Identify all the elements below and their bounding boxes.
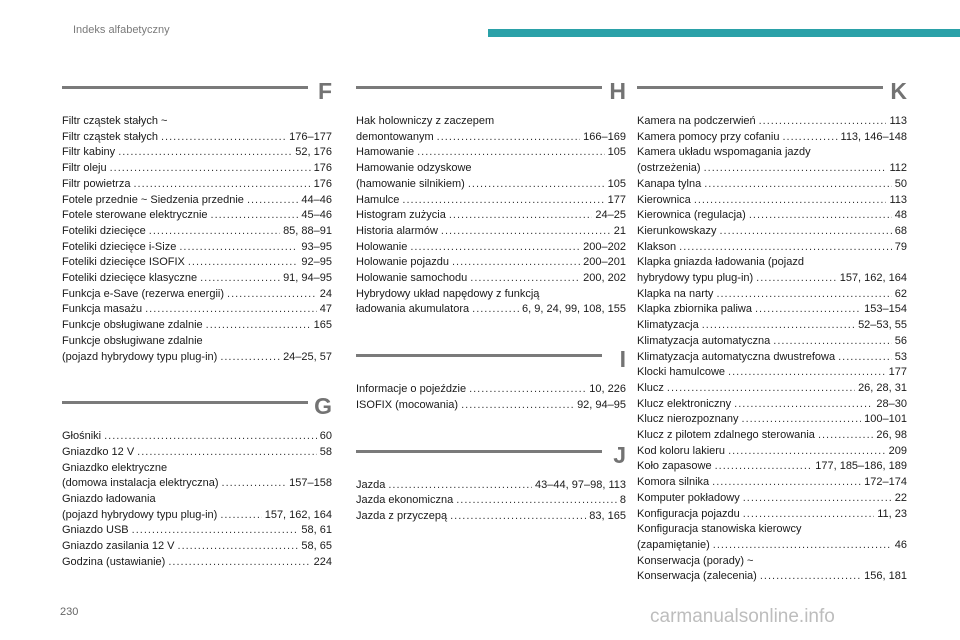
entry-label: Hamowanie	[356, 146, 415, 159]
index-section	[62, 80, 332, 365]
entry-leader-dots	[760, 569, 861, 585]
entry-pages: 8	[619, 494, 626, 507]
header-accent-bar	[488, 29, 960, 37]
entry-label: Foteliki dziecięce ISOFIX	[62, 256, 185, 269]
entry-label: Filtr powietrza	[62, 177, 131, 190]
entry-label: Klucz z pilotem zdalnego sterowania	[637, 429, 815, 442]
section-letter: I	[619, 346, 626, 373]
entry-label: Foteliki dziecięce i-Size	[62, 240, 177, 253]
index-entry	[637, 538, 907, 554]
entry-pages: 85, 88–91	[283, 224, 332, 237]
entry-leader-dots	[782, 130, 837, 146]
index-entry	[62, 177, 332, 193]
entry-leader-dots	[713, 538, 892, 554]
entry-label: Histogram zużycia	[356, 209, 446, 222]
entry-leader-dots	[468, 177, 605, 193]
entry-label: Historia alarmów	[356, 224, 438, 237]
index-entry-line: Hak holowniczy z zaczepem	[356, 115, 495, 127]
index-entry	[637, 412, 907, 428]
entry-pages: 46	[894, 538, 907, 551]
entry-pages: 60	[319, 430, 332, 443]
entry-leader-dots	[118, 145, 292, 161]
entry-label: Klimatyzacja automatyczna	[637, 334, 771, 347]
entry-label: Komora silnika	[637, 476, 710, 489]
index-entry-line: Hybrydowy układ napędowy z funkcją	[356, 287, 540, 300]
entry-pages: 43–44, 97–98, 113	[535, 478, 626, 491]
entry-leader-dots	[200, 271, 280, 287]
entry-leader-dots	[756, 271, 837, 287]
entry-pages: 200, 202	[583, 272, 626, 285]
entry-label: Fotele sterowane elektrycznie	[62, 209, 208, 222]
entry-leader-dots	[410, 240, 580, 256]
entry-label: Koło zapasowe	[637, 460, 712, 473]
entry-pages: 79	[894, 240, 907, 253]
index-entry-line: Hamowanie odzyskowe	[356, 162, 472, 175]
entry-pages: 58	[319, 445, 332, 458]
entry-leader-dots	[743, 507, 874, 523]
entry-pages: 157, 162, 164	[264, 508, 332, 521]
entry-leader-dots	[470, 271, 580, 287]
entry-label: Kamera pomocy przy cofaniu	[637, 130, 780, 143]
entry-pages: 209	[888, 444, 907, 457]
page-number: 230	[60, 606, 79, 618]
index-entry	[637, 193, 907, 209]
index-entry	[356, 193, 626, 209]
entry-pages: 172–174	[864, 476, 907, 489]
entry-label: Jazda ekonomiczna	[356, 494, 454, 507]
entry-pages: 24–25, 57	[283, 350, 332, 363]
entry-label: Klapka zbiornika paliwa	[637, 303, 752, 316]
index-section	[356, 80, 626, 318]
section-header	[62, 80, 332, 104]
entry-leader-dots	[728, 365, 886, 381]
entry-leader-dots	[227, 287, 317, 303]
entry-pages: 113, 146–148	[840, 130, 907, 143]
entry-leader-dots	[759, 114, 887, 130]
index-entry	[356, 145, 626, 161]
entry-leader-dots	[179, 240, 298, 256]
index-entry	[637, 302, 907, 318]
index-entry	[637, 459, 907, 475]
entry-leader-dots	[742, 412, 862, 428]
section-rule	[356, 450, 602, 453]
entry-leader-dots	[734, 397, 873, 413]
entry-leader-dots	[728, 444, 886, 460]
section-rule	[62, 86, 308, 89]
entry-pages: 62	[894, 287, 907, 300]
entry-label: Konfiguracja pojazdu	[637, 507, 740, 520]
entry-pages: 53	[894, 350, 907, 363]
index-entry	[637, 240, 907, 256]
section-header	[637, 80, 907, 104]
entry-label: Fotele przednie ~ Siedzenia przednie	[62, 193, 244, 206]
entry-leader-dots	[133, 177, 310, 193]
entry-label: Kierownica (regulacja)	[637, 209, 746, 222]
entry-pages: 156, 181	[864, 570, 907, 583]
entry-leader-dots	[220, 350, 280, 366]
entry-label: Holowanie samochodu	[356, 272, 468, 285]
entry-leader-dots	[178, 539, 299, 555]
index-entry	[62, 130, 332, 146]
section-letter: G	[314, 393, 332, 420]
entry-label: Informacje o pojeździe	[356, 383, 467, 396]
index-entry	[637, 350, 907, 366]
section-letter: J	[613, 441, 626, 468]
entry-label: Komputer pokładowy	[637, 491, 740, 504]
entry-label: Kierunkowskazy	[637, 224, 717, 237]
index-section	[356, 441, 626, 525]
index-entry	[637, 507, 907, 523]
entry-leader-dots	[712, 475, 861, 491]
entry-leader-dots	[110, 161, 311, 177]
section-header	[356, 441, 626, 468]
entry-pages: 58, 65	[301, 540, 332, 553]
entry-pages: 21	[613, 224, 626, 237]
index-entry-line: Filtr cząstek stałych ~	[62, 115, 168, 127]
entry-leader-dots	[472, 302, 519, 318]
entry-label: Gniazdo zasilania 12 V	[62, 540, 175, 553]
section-rule	[637, 86, 883, 89]
entry-label: Klocki hamulcowe	[637, 366, 726, 379]
entry-label: Klucz elektroniczny	[637, 397, 732, 410]
index-entry	[637, 334, 907, 350]
entry-label: Klucz	[637, 381, 664, 394]
index-entry-line: Gniazdo ładowania	[62, 493, 156, 506]
entry-leader-dots	[450, 509, 586, 525]
section-header	[62, 395, 332, 419]
entry-leader-dots	[161, 130, 286, 146]
entry-label: ISOFIX (mocowania)	[356, 398, 459, 411]
entry-leader-dots	[755, 302, 861, 318]
entry-pages: 92–95	[301, 256, 332, 269]
entry-pages: 6, 9, 24, 99, 108, 155	[522, 303, 626, 316]
index-entry	[637, 569, 907, 585]
entry-label: Kamera na podczerwień	[637, 115, 756, 127]
entry-leader-dots	[715, 459, 813, 475]
entry-leader-dots	[719, 224, 891, 240]
index-section	[356, 348, 626, 413]
entry-pages: 100–101	[864, 413, 907, 426]
entry-label: Funkcja e-Save (rezerwa energii)	[62, 287, 225, 300]
entry-pages: 93–95	[301, 240, 332, 253]
entry-label: Funkcje obsługiwane zdalnie	[62, 319, 203, 332]
section-header	[356, 80, 626, 104]
entry-leader-dots	[168, 555, 310, 571]
entry-leader-dots	[145, 302, 317, 318]
index-entry	[637, 130, 907, 146]
entry-label: Kod koloru lakieru	[637, 444, 726, 457]
index-entry	[637, 224, 907, 240]
entry-leader-dots	[104, 429, 317, 445]
entry-label: Gniazdko 12 V	[62, 445, 135, 458]
index-entry	[637, 491, 907, 507]
index-entry	[356, 224, 626, 240]
entry-label: Gniazdo USB	[62, 524, 129, 537]
entry-leader-dots	[838, 350, 892, 366]
entry-label: demontowanym	[356, 130, 434, 143]
index-entry	[356, 130, 626, 146]
entry-leader-dots	[667, 381, 855, 397]
index-entry	[356, 478, 626, 494]
entry-pages: 52, 176	[295, 146, 332, 159]
entry-pages: 177	[888, 366, 907, 379]
entry-label: Funkcja masażu	[62, 303, 143, 316]
entry-label: Holowanie pojazdu	[356, 256, 449, 269]
index-entry	[637, 428, 907, 444]
section-rule	[356, 354, 602, 357]
entry-label: Holowanie	[356, 240, 408, 253]
entry-label: Kierownica	[637, 193, 691, 206]
entry-pages: 176–177	[289, 130, 332, 143]
entry-pages: 22	[894, 491, 907, 504]
index-entry	[62, 508, 332, 524]
entry-pages: 112	[889, 162, 907, 175]
index-entry	[62, 429, 332, 445]
index-entry	[637, 177, 907, 193]
index-entry	[62, 145, 332, 161]
index-entry	[356, 208, 626, 224]
section-letter: F	[317, 78, 332, 104]
entry-label: (hamowanie silnikiem)	[356, 177, 465, 190]
entry-leader-dots	[149, 224, 280, 240]
index-entry	[62, 523, 332, 539]
index-entry	[637, 318, 907, 334]
index-entry	[356, 271, 626, 287]
index-entry	[356, 240, 626, 256]
entry-pages: 157–158	[289, 477, 332, 490]
entry-leader-dots	[743, 491, 892, 507]
index-entry	[356, 509, 626, 525]
entry-label: Jazda	[356, 478, 386, 491]
index-entry	[62, 255, 332, 271]
entry-label: Głośniki	[62, 430, 102, 443]
entry-pages: 26, 28, 31	[858, 381, 907, 394]
entry-label: Klakson	[637, 240, 677, 253]
index-entry	[356, 177, 626, 193]
entry-label: Klucz nierozpoznany	[637, 413, 739, 426]
entry-leader-dots	[132, 523, 299, 539]
entry-pages: 11, 23	[877, 507, 907, 520]
entry-label: hybrydowy typu plug-in)	[637, 272, 754, 285]
entry-label: (zapamiętanie)	[637, 538, 710, 551]
entry-leader-dots	[694, 193, 887, 209]
entry-pages: 47	[319, 303, 332, 316]
entry-leader-dots	[417, 145, 605, 161]
entry-pages: 50	[894, 177, 907, 190]
entry-leader-dots	[679, 240, 892, 256]
entry-pages: 200–201	[583, 256, 626, 269]
index-entry	[637, 444, 907, 460]
entry-leader-dots	[206, 318, 311, 334]
entry-leader-dots	[449, 208, 593, 224]
entry-leader-dots	[211, 208, 299, 224]
entry-pages: 68	[894, 224, 907, 237]
entry-label: Godzina (ustawianie)	[62, 555, 166, 568]
header-title: Indeks alfabetyczny	[73, 24, 170, 36]
index-entry	[356, 382, 626, 398]
entry-pages: 105	[607, 177, 626, 190]
entry-leader-dots	[188, 255, 299, 271]
index-entry	[62, 208, 332, 224]
watermark: carmanualsonline.info	[650, 606, 835, 627]
entry-leader-dots	[441, 224, 611, 240]
entry-leader-dots	[222, 476, 287, 492]
entry-pages: 176	[313, 177, 332, 190]
entry-pages: 83, 165	[589, 509, 626, 522]
entry-label: Filtr kabiny	[62, 146, 116, 159]
index-entry	[62, 350, 332, 366]
section-header	[356, 348, 626, 372]
index-entry	[637, 397, 907, 413]
entry-label: Klapka na narty	[637, 287, 714, 300]
index-column	[62, 80, 332, 601]
index-entry	[62, 271, 332, 287]
entry-pages: 153–154	[864, 303, 907, 316]
entry-label: Kanapa tylna	[637, 177, 702, 190]
entry-pages: 176	[313, 162, 332, 175]
entry-leader-dots	[704, 161, 887, 177]
index-entry	[637, 365, 907, 381]
entry-pages: 166–169	[583, 130, 626, 143]
index-entry	[356, 255, 626, 271]
index-entry	[637, 475, 907, 491]
index-entry-line: Konfiguracja stanowiska kierowcy	[637, 523, 802, 536]
entry-pages: 52–53, 55	[858, 319, 907, 332]
entry-pages: 177, 185–186, 189	[815, 460, 907, 473]
index-entry	[62, 240, 332, 256]
entry-leader-dots	[137, 445, 317, 461]
entry-leader-dots	[456, 493, 617, 509]
entry-pages: 24	[319, 287, 332, 300]
entry-leader-dots	[437, 130, 581, 146]
index-entry-line: Gniazdko elektryczne	[62, 461, 168, 474]
entry-pages: 44–46	[301, 193, 332, 206]
entry-leader-dots	[388, 478, 532, 494]
entry-label: ładowania akumulatora	[356, 303, 470, 316]
index-entry	[356, 302, 626, 318]
entry-pages: 24–25	[595, 209, 626, 222]
entry-label: (ostrzeżenia)	[637, 162, 701, 175]
entry-leader-dots	[818, 428, 873, 444]
entry-label: (domowa instalacja elektryczna)	[62, 477, 219, 490]
index-entry	[637, 114, 907, 130]
section-letter: H	[609, 78, 626, 104]
index-entry	[62, 555, 332, 571]
entry-pages: 45–46	[301, 209, 332, 222]
entry-pages: 58, 61	[301, 524, 332, 537]
entry-pages: 113	[889, 193, 907, 206]
index-entry-line: Konserwacja (porady) ~	[637, 554, 754, 567]
entry-pages: 26, 98	[876, 429, 907, 442]
entry-label: Klimatyzacja automatyczna dwustrefowa	[637, 350, 836, 363]
entry-leader-dots	[773, 334, 891, 350]
entry-leader-dots	[704, 177, 892, 193]
entry-leader-dots	[452, 255, 580, 271]
entry-pages: 165	[313, 319, 332, 332]
entry-label: Jazda z przyczepą	[356, 509, 448, 522]
entry-label: Foteliki dziecięce klasyczne	[62, 272, 198, 285]
entry-leader-dots	[469, 382, 586, 398]
index-entry	[637, 271, 907, 287]
index-entry	[62, 445, 332, 461]
entry-pages: 56	[894, 334, 907, 347]
entry-label: Filtr cząstek stałych	[62, 130, 158, 143]
entry-pages: 224	[313, 555, 332, 568]
entry-label: (pojazd hybrydowy typu plug-in)	[62, 350, 218, 363]
entry-pages: 200–202	[583, 240, 626, 253]
entry-pages: 177	[607, 193, 626, 206]
index-entry-line: Klapka gniazda ładowania (pojazd	[637, 256, 804, 269]
index-entry	[637, 381, 907, 397]
index-entry-line: Kamera układu wspomagania jazdy	[637, 146, 811, 159]
entry-leader-dots	[749, 208, 892, 224]
entry-pages: 157, 162, 164	[839, 272, 907, 285]
index-entry	[62, 539, 332, 555]
entry-pages: 92, 94–95	[577, 398, 626, 411]
entry-label: (pojazd hybrydowy typu plug-in)	[62, 508, 218, 521]
entry-leader-dots	[402, 193, 604, 209]
entry-pages: 48	[894, 209, 907, 222]
index-section	[637, 80, 907, 585]
index-entry	[356, 398, 626, 414]
section-rule	[356, 86, 602, 89]
entry-label: Klimatyzacja	[637, 319, 699, 332]
index-entry	[62, 302, 332, 318]
entry-leader-dots	[247, 193, 298, 209]
entry-leader-dots	[461, 398, 574, 414]
entry-label: Konserwacja (zalecenia)	[637, 570, 757, 583]
entry-pages: 10, 226	[589, 383, 626, 396]
entry-leader-dots	[716, 287, 891, 303]
index-entry	[62, 161, 332, 177]
index-entry	[637, 287, 907, 303]
index-entry	[356, 493, 626, 509]
section-letter: K	[890, 78, 907, 104]
index-section	[62, 395, 332, 570]
section-rule	[62, 401, 308, 404]
index-column	[356, 80, 626, 555]
entry-leader-dots	[702, 318, 855, 334]
entry-pages: 105	[607, 146, 626, 159]
entry-pages: 91, 94–95	[283, 272, 332, 285]
index-entry-line: Funkcje obsługiwane zdalnie	[62, 334, 203, 347]
index-entry	[637, 208, 907, 224]
entry-label: Filtr oleju	[62, 162, 107, 175]
index-entry	[637, 161, 907, 177]
index-column	[637, 80, 907, 615]
entry-pages: 113	[889, 115, 907, 127]
entry-label: Hamulce	[356, 193, 400, 206]
index-entry	[62, 287, 332, 303]
index-entry	[62, 193, 332, 209]
entry-label: Foteliki dziecięce	[62, 224, 146, 237]
entry-pages: 28–30	[876, 397, 907, 410]
index-entry	[62, 224, 332, 240]
index-entry	[62, 476, 332, 492]
index-entry	[62, 318, 332, 334]
entry-leader-dots	[220, 508, 261, 524]
